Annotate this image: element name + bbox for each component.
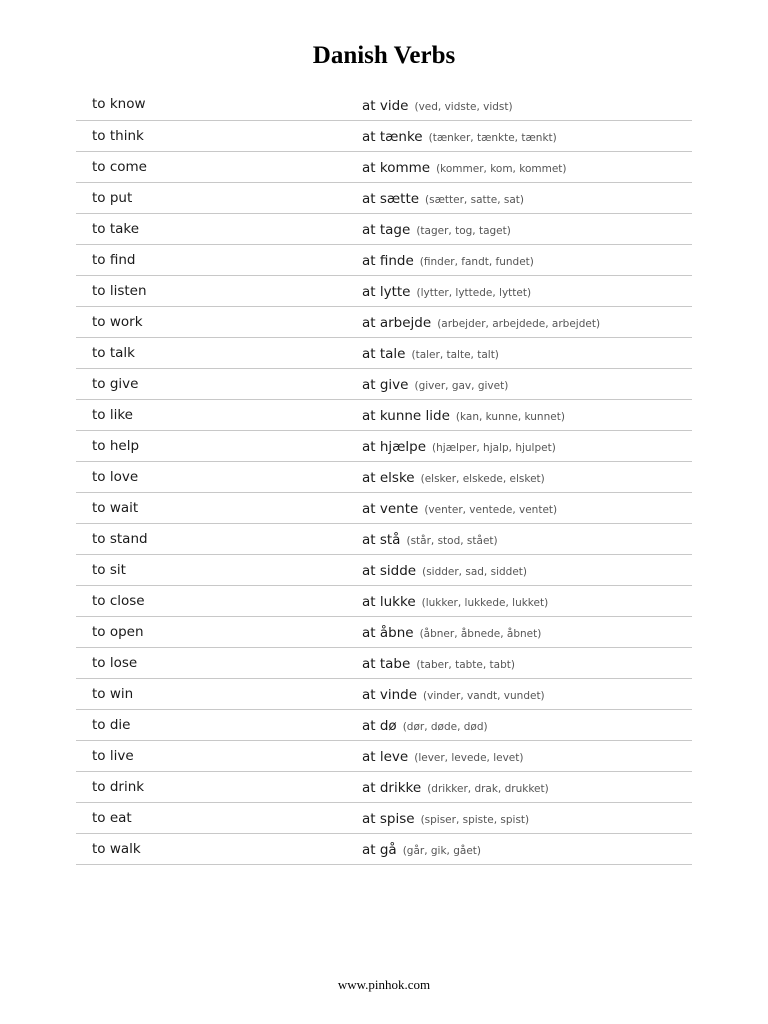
table-row xyxy=(76,461,692,492)
english-verb: to help xyxy=(92,437,140,454)
danish-cell xyxy=(362,709,692,740)
table-row xyxy=(76,120,692,151)
danish-verb: at tale xyxy=(362,346,406,362)
english-verb: to work xyxy=(92,313,143,330)
danish-verb-forms: (går, gik, gået) xyxy=(402,845,482,857)
danish-cell xyxy=(362,399,692,430)
danish-cell xyxy=(362,523,692,554)
danish-verb-forms: (spiser, spiste, spist) xyxy=(420,814,530,826)
english-verb: to put xyxy=(92,189,133,206)
table-row xyxy=(76,833,692,864)
danish-verb-forms: (giver, gav, givet) xyxy=(414,380,509,392)
danish-verb-forms: (taber, tabte, tabt) xyxy=(416,659,515,671)
danish-verb-forms: (lytter, lyttede, lyttet) xyxy=(416,287,532,299)
table-row xyxy=(76,337,692,368)
english-verb: to die xyxy=(92,716,131,733)
danish-verb: at elske xyxy=(362,470,415,486)
danish-verb: at gå xyxy=(362,842,397,858)
danish-verb: at arbejde xyxy=(362,315,432,331)
danish-verb: at sætte xyxy=(362,191,420,207)
danish-cell xyxy=(362,244,692,275)
danish-cell xyxy=(362,151,692,182)
danish-verb: at drikke xyxy=(362,780,422,796)
danish-cell xyxy=(362,120,692,151)
danish-verb: at hjælpe xyxy=(362,439,427,455)
table-row xyxy=(76,771,692,802)
vocab-table xyxy=(76,89,692,865)
english-verb: to wait xyxy=(92,499,139,516)
table-row xyxy=(76,89,692,120)
english-verb: to walk xyxy=(92,840,141,857)
danish-cell xyxy=(362,368,692,399)
danish-verb: at leve xyxy=(362,749,409,765)
danish-verb: at tænke xyxy=(362,129,423,145)
danish-verb: at vinde xyxy=(362,687,418,703)
english-verb: to live xyxy=(92,747,134,764)
danish-verb: at vente xyxy=(362,501,419,517)
english-verb: to sit xyxy=(92,561,126,578)
english-verb: to know xyxy=(92,96,146,113)
table-row xyxy=(76,213,692,244)
english-verb: to drink xyxy=(92,778,145,795)
danish-verb: at finde xyxy=(362,253,414,269)
danish-cell xyxy=(362,740,692,771)
danish-verb: at sidde xyxy=(362,563,417,579)
danish-cell xyxy=(362,182,692,213)
table-row xyxy=(76,523,692,554)
table-row xyxy=(76,492,692,523)
danish-cell xyxy=(362,647,692,678)
table-row xyxy=(76,368,692,399)
table-row xyxy=(76,182,692,213)
danish-cell xyxy=(362,306,692,337)
danish-verb-forms: (hjælper, hjalp, hjulpet) xyxy=(432,442,556,454)
danish-verb-forms: (tager, tog, taget) xyxy=(416,225,511,237)
english-verb: to give xyxy=(92,375,139,392)
english-verb: to lose xyxy=(92,654,138,671)
english-verb: to listen xyxy=(92,282,147,299)
danish-cell xyxy=(362,275,692,306)
danish-verb: at kunne lide xyxy=(362,408,450,424)
english-verb: to like xyxy=(92,406,133,423)
danish-verb-forms: (arbejder, arbejdede, arbejdet) xyxy=(437,318,601,330)
table-row xyxy=(76,554,692,585)
danish-verb-forms: (dør, døde, død) xyxy=(402,721,488,733)
danish-verb-forms: (vinder, vandt, vundet) xyxy=(423,690,545,702)
danish-verb: at komme xyxy=(362,160,431,176)
danish-verb: at lytte xyxy=(362,284,411,300)
english-verb: to close xyxy=(92,592,145,609)
vocab-table-body xyxy=(76,89,692,864)
danish-verb-forms: (kan, kunne, kunnet) xyxy=(455,411,565,423)
danish-verb-forms: (taler, talte, talt) xyxy=(411,349,499,361)
english-verb: to stand xyxy=(92,530,148,547)
danish-cell xyxy=(362,802,692,833)
table-row xyxy=(76,616,692,647)
danish-verb-forms: (ved, vidste, vidst) xyxy=(414,100,513,113)
danish-verb: at spise xyxy=(362,811,415,827)
danish-verb: at stå xyxy=(362,532,401,548)
english-verb: to love xyxy=(92,468,139,485)
danish-cell xyxy=(362,616,692,647)
table-row xyxy=(76,151,692,182)
danish-verb-forms: (venter, ventede, ventet) xyxy=(424,504,558,516)
table-row xyxy=(76,740,692,771)
danish-verb-forms: (elsker, elskede, elsket) xyxy=(420,473,545,485)
danish-verb: at vide xyxy=(362,97,409,114)
table-row xyxy=(76,802,692,833)
danish-cell xyxy=(362,337,692,368)
danish-verb-forms: (åbner, åbnede, åbnet) xyxy=(419,628,542,640)
english-verb: to eat xyxy=(92,809,132,826)
table-row xyxy=(76,306,692,337)
danish-cell xyxy=(362,678,692,709)
danish-cell xyxy=(362,213,692,244)
danish-cell xyxy=(362,461,692,492)
english-verb: to come xyxy=(92,158,147,175)
danish-cell xyxy=(362,430,692,461)
danish-cell xyxy=(362,833,692,864)
english-verb: to win xyxy=(92,685,134,702)
english-verb: to talk xyxy=(92,344,135,361)
table-row xyxy=(76,244,692,275)
danish-verb: at åbne xyxy=(362,625,414,641)
danish-verb-forms: (drikker, drak, drukket) xyxy=(427,783,549,795)
table-row xyxy=(76,399,692,430)
danish-cell xyxy=(362,492,692,523)
english-verb: to take xyxy=(92,220,140,237)
danish-verb-forms: (sætter, satte, sat) xyxy=(425,194,525,206)
danish-verb: at dø xyxy=(362,718,397,734)
footer-url: www.pinhok.com xyxy=(337,977,431,992)
table-row xyxy=(76,585,692,616)
english-verb: to open xyxy=(92,623,144,640)
danish-verb-forms: (finder, fandt, fundet) xyxy=(419,256,534,268)
danish-verb-forms: (kommer, kom, kommet) xyxy=(436,163,567,175)
danish-verb-forms: (sidder, sad, siddet) xyxy=(422,566,527,578)
table-row xyxy=(76,709,692,740)
danish-verb: at tage xyxy=(362,222,411,238)
english-verb: to think xyxy=(92,127,144,144)
danish-cell xyxy=(362,89,692,120)
danish-cell xyxy=(362,585,692,616)
danish-verb-forms: (lukker, lukkede, lukket) xyxy=(421,597,549,609)
danish-cell xyxy=(362,554,692,585)
page-title: Danish Verbs xyxy=(312,42,456,69)
table-row xyxy=(76,678,692,709)
danish-cell xyxy=(362,771,692,802)
danish-verb-forms: (står, stod, stået) xyxy=(406,535,498,547)
danish-verb-forms: (tænker, tænkte, tænkt) xyxy=(428,132,557,144)
danish-verb-forms: (lever, levede, levet) xyxy=(414,752,524,764)
danish-verb: at lukke xyxy=(362,594,416,610)
danish-verb: at give xyxy=(362,377,409,393)
table-row xyxy=(76,275,692,306)
table-row xyxy=(76,430,692,461)
english-verb: to find xyxy=(92,251,136,268)
danish-verb: at tabe xyxy=(362,656,411,672)
table-row xyxy=(76,647,692,678)
